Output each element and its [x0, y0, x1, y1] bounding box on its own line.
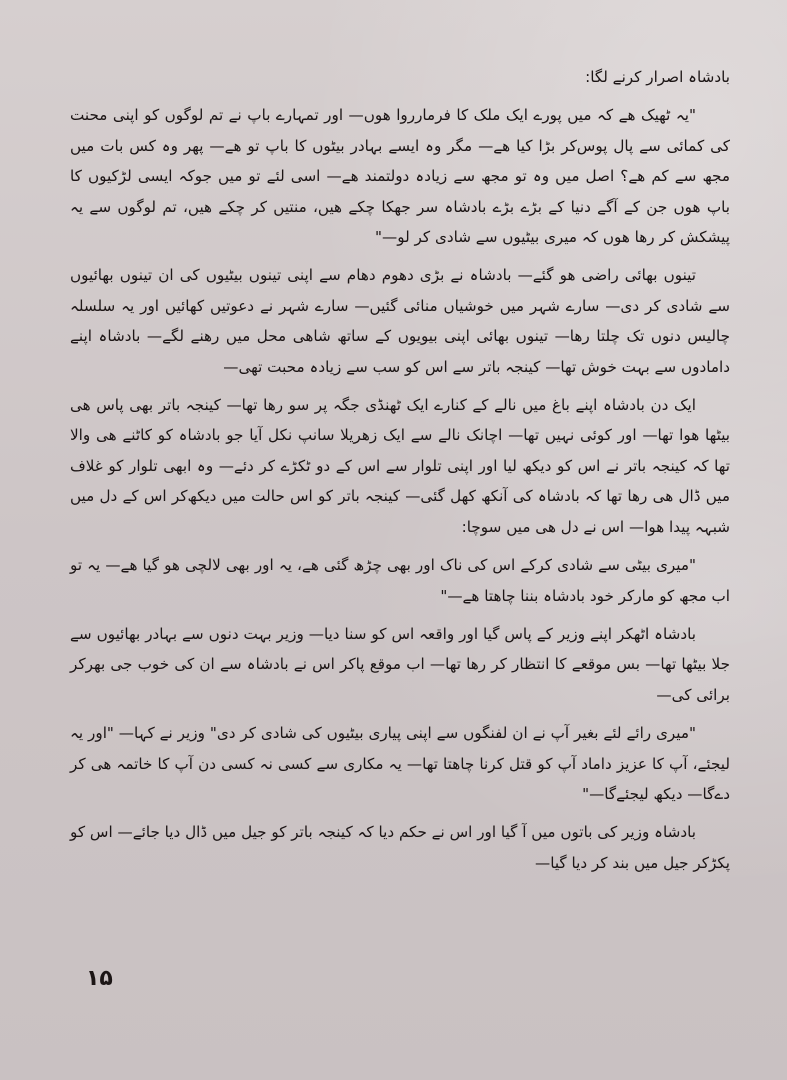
- paragraph-3: تینوں بھائی راضی ھو گئے— بادشاہ نے بڑی دھوم دھام سے اپنی تینوں بیٹیوں کی ان تینوں بھائیوں سے شادی کر دی— سارے شہر میں خوشیاں منائی گئیں— سارے شہر نے دعوتیں کھائیں اور یہ سلسلہ چالیس دنوں تک چلتا رھا— تینوں بھائی اپنی بیویوں کے ساتھ شاھی محل میں رھنے لگے— بادشاہ اپنے دامادوں سے بہت خوش تھا— کینجہ باتر سے اس کو سب سے زیادہ محبت تھی—: [70, 266, 730, 376]
- paragraph-6: بادشاہ اٹھکر اپنے وزیر کے پاس گیا اور واقعہ اس کو سنا دیا— وزیر بہت دنوں سے بہادر بھائیوں سے جلا بیٹھا تھا— بس موقعے کا انتظار کر رھا تھا— اب موقع پاکر اس نے بادشاہ سے ان کی خوب جی بھرکر برائی کی—: [70, 624, 730, 704]
- paragraph-4: ایک دن بادشاہ اپنے باغ میں نالے کے کنارے ایک ٹھنڈی جگہ پر سو رھا تھا— کینجہ باتر بھی پاس ھی بیٹھا ھوا تھا— اور کوئی نہیں تھا— اچانک نالے سے ایک زھریلا سانپ نکل آیا جو بادشاہ کو کاٹنے ھی والا تھا کہ کینجہ باتر نے اس کو دیکھ لیا اور اپنی تلوار سے اس کے دو ٹکڑے کر دئے— وہ ابھی تلوار کو غلاف میں ڈال ھی رھا تھا کہ بادشاہ کی آنکھ کھل گئی— کینجہ باتر کو اس حالت میں دیکھ‌کر اس کے دل میں شبہہ پیدا ھوا— اس نے دل ھی میں سوچا:: [70, 396, 730, 536]
- paragraph-1: بادشاہ اصرار کرنے لگا:: [585, 68, 730, 86]
- page-number: ۱۵: [86, 966, 113, 991]
- paragraph-2: "یہ ٹھیک ھے کہ میں پورے ایک ملک کا فرمارروا ھوں— اور تمہارے باپ نے تم لوگوں کو اپنی محنت کی کمائی سے پال پوس‌کر بڑا کیا ھے— مگر وہ ایسے بہادر بیٹوں کا باپ تو ھے— پھر وہ کس بات میں مجھ سے کم ھے؟ اصل میں وہ تو مجھ سے زیادہ دولتمند ھے— اسی لئے تو میں جوکہ ایسی لڑکیوں کا باپ ھوں جن کے آگے دنیا کے بڑے بڑے بادشاہ سر جھکا چکے ھیں، منتیں کر چکے ھیں، تم لوگوں سے یہ پیشکش کر رھا ھوں کہ میری بیٹیوں سے شادی کر لو—": [70, 106, 730, 247]
- paragraph-7: "میری رائے لئے بغیر آپ نے ان لفنگوں سے اپنی پیاری بیٹیوں کی شادی کر دی" وزیر نے کہا— "اور یہ لیجئے، آپ کا عزیز داماد آپ کو قتل کرنا چاھتا تھا— یہ مکاری سے کسی نہ کسی دن آپ کا خاتمہ ھی کر دے‌گا— دیکھ لیجئے‌گا—": [70, 724, 730, 803]
- paragraph-8: بادشاہ وزیر کی باتوں میں آ گیا اور اس نے حکم دیا کہ کینجہ باتر کو جیل میں ڈال دیا جائے— اس کو پکڑکر جیل میں بند کر دیا گیا—: [70, 823, 730, 872]
- story-text: [70, 62, 730, 886]
- paragraph-5: "میری بیٹی سے شادی کرکے اس کی ناک اور بھی چڑھ گئی ھے، یہ اور بھی لالچی ھو گیا ھے— یہ تو اب مجھ کو مارکر خود بادشاہ بننا چاھتا ھے—": [70, 556, 730, 605]
